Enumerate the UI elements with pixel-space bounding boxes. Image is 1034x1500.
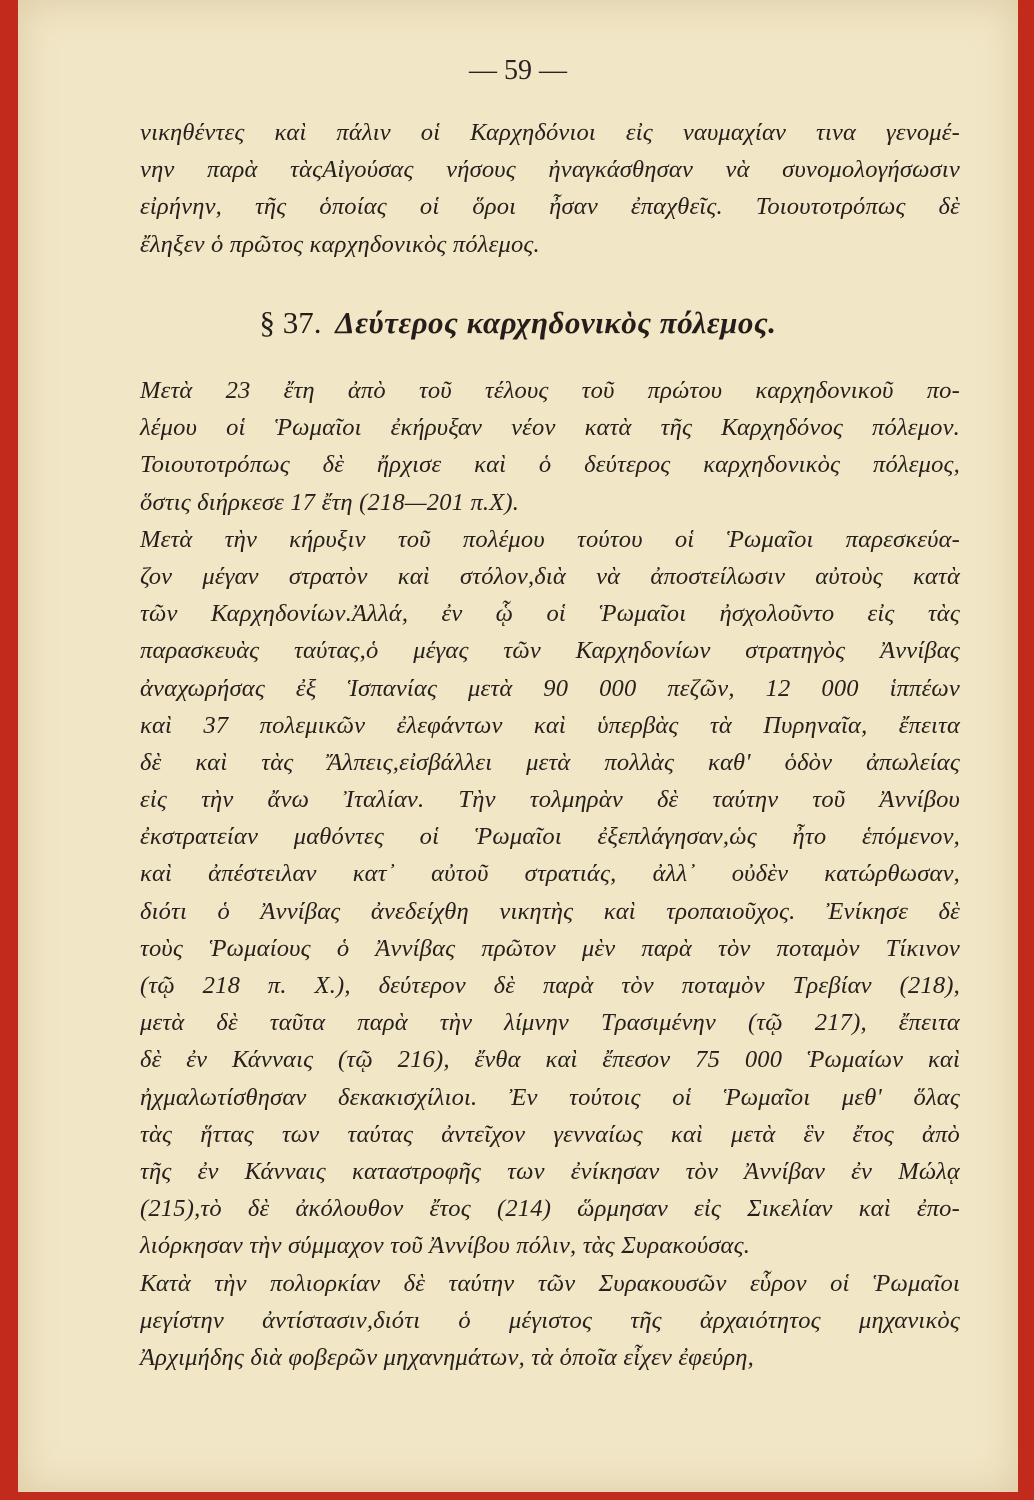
text-line: Ἀρχιμήδης διὰ φοβερῶν μηχανημάτων, τὰ ὁποῖα εἶχεν ἐφεύρη, bbox=[140, 1343, 754, 1371]
body-paragraph bbox=[140, 372, 960, 1376]
text-line: Τοιουτοτρόπως δὲ ἤρχισε καὶ ὁ δεύτερος καρχηδονικὸς πόλεμος, bbox=[140, 451, 960, 479]
text-line: (215),τὸ δὲ ἀκόλουθον ἔτος (214) ὥρμησαν εἰς Σικελίαν καὶ ἐπο- bbox=[140, 1195, 960, 1223]
text-line: (τῷ 218 π. Χ.), δεύτερον δὲ παρὰ τὸν ποταμὸν Τρεβίαν (218), bbox=[140, 972, 960, 999]
text-line: ἐκστρατείαν μαθόντες οἱ Ῥωμαῖοι ἐξεπλάγησαν,ὡς ἦτο ἑπόμενον, bbox=[140, 823, 960, 851]
text-line: ὅστις διήρκεσε 17 ἔτη (218—201 π.Χ). bbox=[140, 488, 520, 516]
text-line: καὶ 37 πολεμικῶν ἐλεφάντων καὶ ὑπερβὰς τὰ Πυρηναῖα, ἔπειτα bbox=[140, 711, 960, 739]
text-line: καὶ ἀπέστειλαν κατ᾽ αὐτοῦ στρατιάς, ἀλλ᾽ οὐδὲν κατώρθωσαν, bbox=[140, 860, 960, 888]
section-number: § 37. bbox=[259, 305, 322, 340]
text-line: τὰς ἥττας των ταύτας ἀντεῖχον γενναίως καὶ μετὰ ἓν ἔτος ἀπὸ bbox=[140, 1120, 960, 1148]
text-line: ζον μέγαν στρατὸν καὶ στόλον,διὰ νὰ ἀποστείλωσιν αὐτοὺς κατὰ bbox=[140, 562, 960, 590]
text-line: Κατὰ τὴν πολιορκίαν δὲ ταύτην τῶν Συρακουσῶν εὗρον οἱ Ῥωμαῖοι bbox=[140, 1269, 960, 1297]
text-line: νην παρὰ τὰςΑἰγούσας νήσους ἠναγκάσθησαν νὰ συνομολογήσωσιν bbox=[140, 156, 960, 184]
section-heading bbox=[18, 305, 1018, 341]
text-line: διότι ὁ Ἀννίβας ἀνεδείχθη νικητὴς καὶ τροπαιοῦχος. Ἐνίκησε δὲ bbox=[140, 897, 960, 925]
section-title: Δεύτερος καρχηδονικὸς πόλεμος. bbox=[335, 305, 777, 340]
text-line: ἔληξεν ὁ πρῶτος καρχηδονικὸς πόλεμος. bbox=[140, 230, 540, 258]
text-line: μεγίστην ἀντίστασιν,διότι ὁ μέγιστος τῆς ἀρχαιότητος μηχανικὸς bbox=[140, 1306, 960, 1334]
text-line: λέμου οἱ Ῥωμαῖοι ἐκήρυξαν νέον κατὰ τῆς Καρχηδόνος πόλεμον. bbox=[140, 414, 960, 442]
text-line: εἰς τὴν ἄνω Ἰταλίαν. Τὴν τολμηρὰν δὲ ταύτην τοῦ Ἀννίβου bbox=[140, 786, 960, 814]
text-line: δὲ καὶ τὰς Ἄλπεις,εἰσβάλλει μετὰ πολλὰς καθ' ὁδὸν ἀπωλείας bbox=[140, 748, 960, 776]
text-line: ἀναχωρήσας ἐξ Ἱσπανίας μετὰ 90 000 πεζῶν, 12 000 ἱππέων bbox=[140, 674, 960, 702]
text-line: παρασκευὰς ταύτας,ὁ μέγας τῶν Καρχηδονίων στρατηγὸς Ἀννίβας bbox=[140, 637, 960, 665]
book-page bbox=[18, 0, 1018, 1492]
text-line: ἠχμαλωτίσθησαν δεκακισχίλιοι. Ἐν τούτοις οἱ Ῥωμαῖοι μεθ' ὅλας bbox=[140, 1083, 960, 1111]
text-line: Μετὰ τὴν κήρυξιν τοῦ πολέμου τούτου οἱ Ῥωμαῖοι παρεσκεύα- bbox=[140, 525, 960, 553]
text-line: δὲ ἐν Κάνναις (τῷ 216), ἔνθα καὶ ἔπεσον 75 000 Ῥωμαίων καὶ bbox=[140, 1046, 960, 1074]
text-line: τοὺς Ῥωμαίους ὁ Ἀννίβας πρῶτον μὲν παρὰ τὸν ποταμὸν Τίκινον bbox=[140, 934, 960, 962]
intro-paragraph bbox=[140, 114, 960, 263]
text-line: Μετὰ 23 ἔτη ἀπὸ τοῦ τέλους τοῦ πρώτου καρχηδονικοῦ πο- bbox=[140, 377, 960, 404]
page-number: — 59 — bbox=[469, 55, 567, 86]
text-line: μετὰ δὲ ταῦτα παρὰ τὴν λίμνην Τρασιμένην (τῷ 217), ἔπειτα bbox=[140, 1009, 960, 1037]
text-line: εἰρήνην, τῆς ὁποίας οἱ ὅροι ἦσαν ἐπαχθεῖς. Τοιουτοτρόπως δὲ bbox=[140, 193, 960, 221]
text-line: τῆς ἐν Κάνναις καταστροφῆς των ἐνίκησαν τὸν Ἀννίβαν ἐν Μώλᾳ bbox=[140, 1157, 960, 1185]
text-line: λιόρκησαν τὴν σύμμαχον τοῦ Ἀννίβου πόλιν, τὰς Συρακούσας. bbox=[140, 1232, 751, 1260]
text-line: τῶν Καρχηδονίων.Ἀλλά, ἐν ᾧ οἱ Ῥωμαῖοι ἠσχολοῦντο εἰς τὰς bbox=[140, 600, 960, 628]
text-line: νικηθέντες καὶ πάλιν οἱ Καρχηδόνιοι εἰς ναυμαχίαν τινα γενομέ- bbox=[140, 119, 960, 146]
